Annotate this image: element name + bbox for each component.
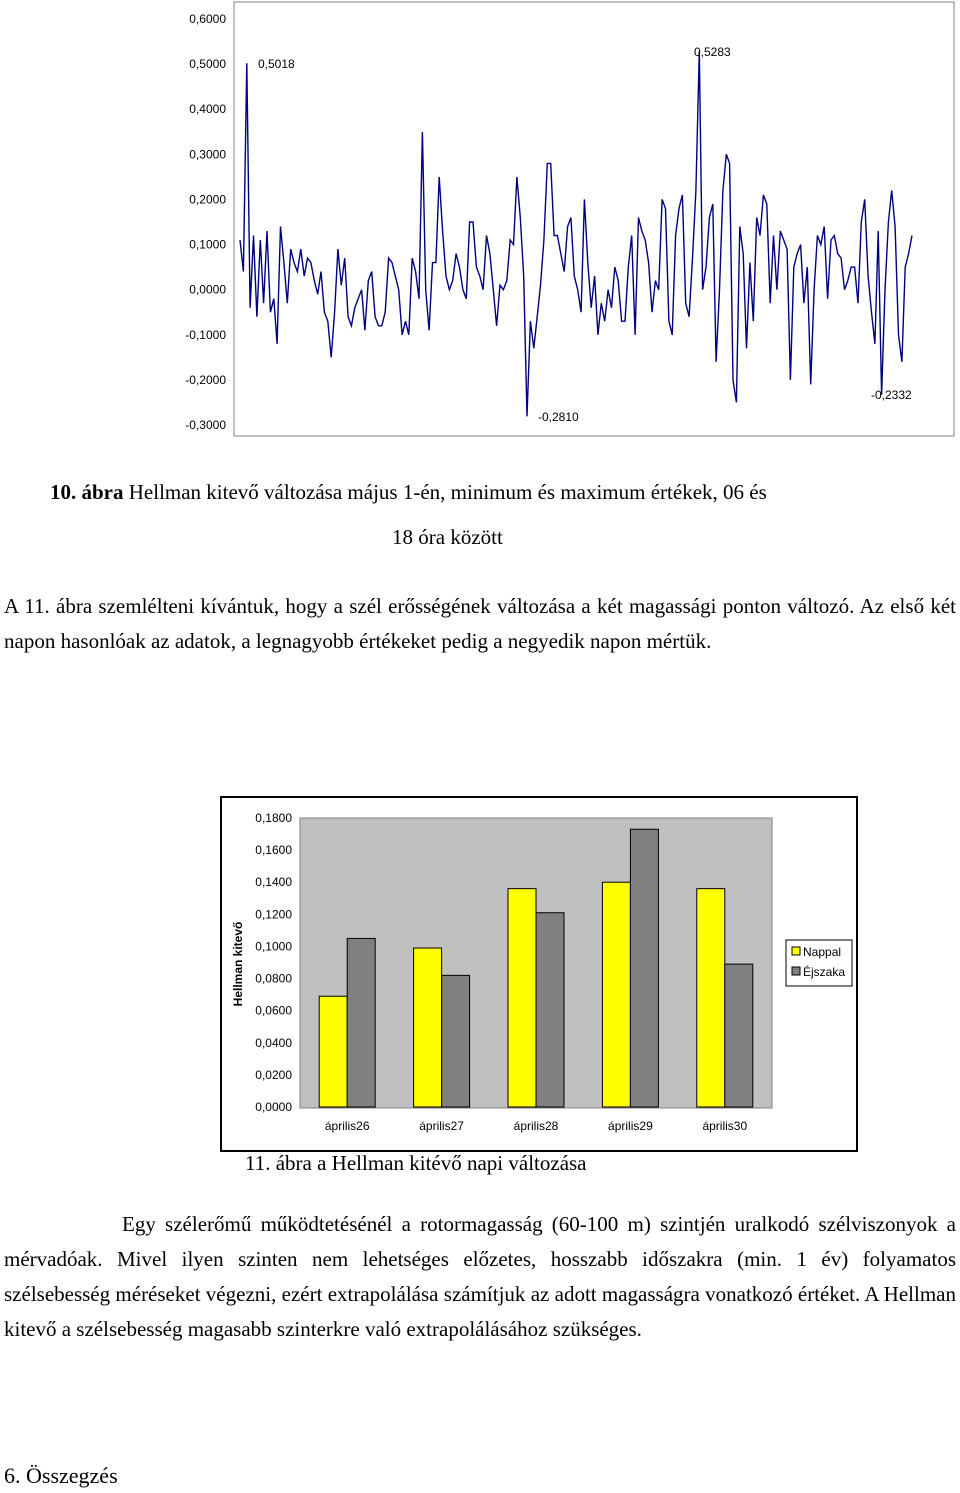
bar <box>602 882 630 1107</box>
data-label: -0,2810 <box>538 410 579 424</box>
y-axis-label: Hellman kitevő <box>231 921 245 1007</box>
y-tick-label: -0,2000 <box>185 372 226 387</box>
figure-10-caption-line2: 18 óra között <box>392 525 503 549</box>
legend <box>786 940 852 986</box>
paragraph-1-text: A 11. ábra szemlélteni kívántuk, hogy a szél erősségének változása a két magassági ponton változó. Az első két napon hasonlóak az adatok, a legnagyobb értékeket pedig a negyedik napon mértük. <box>4 594 956 653</box>
y-tick-label: 0,1200 <box>255 907 292 922</box>
y-tick-label: 0,4000 <box>189 102 226 117</box>
data-label: -0,2332 <box>871 388 912 402</box>
bar <box>347 938 375 1107</box>
plot-border <box>234 2 954 436</box>
legend-label: Éjszaka <box>803 965 846 979</box>
figure-10-label: 10. ábra <box>50 480 124 504</box>
y-tick-label: 0,1400 <box>255 875 292 890</box>
bar <box>442 975 470 1107</box>
section-heading: 6. Összegzés <box>4 1463 118 1488</box>
hellman-bar-chart <box>220 796 858 1152</box>
bar <box>414 948 442 1107</box>
x-tick-label: április30 <box>702 1119 748 1133</box>
y-tick-label: -0,1000 <box>185 327 226 342</box>
series-line <box>240 51 912 416</box>
bar <box>725 964 753 1107</box>
figure-10-caption-line1: Hellman kitevő változása május 1-én, minimum és maximum értékek, 06 és <box>123 480 767 504</box>
annotations <box>258 45 912 424</box>
y-tick-label: 0,1800 <box>255 811 292 825</box>
data-label: 0,5018 <box>258 57 295 71</box>
y-tick-label: 0,3000 <box>189 147 226 162</box>
y-tick-label: 0,0800 <box>255 971 292 986</box>
data-label: 0,5283 <box>694 45 731 59</box>
y-tick-label: 0,0200 <box>255 1067 292 1082</box>
figure-11-caption: 11. ábra a Hellman kitévő napi változása <box>245 1151 587 1175</box>
y-tick-label: 0,2000 <box>189 192 226 207</box>
y-tick-label: 0,0000 <box>189 282 226 297</box>
y-tick-label: 0,0000 <box>255 1100 292 1114</box>
paragraph-1 <box>4 589 956 659</box>
y-tick-label: 0,1000 <box>189 237 226 252</box>
hellman-line-chart <box>166 0 956 440</box>
bar <box>508 889 536 1107</box>
x-tick-label: április28 <box>513 1119 559 1133</box>
paragraph-2 <box>4 1207 956 1347</box>
x-tick-label: április26 <box>324 1119 370 1133</box>
y-tick-label: 0,5000 <box>189 57 226 72</box>
y-tick-label: 0,1600 <box>255 843 292 858</box>
x-tick-label: április29 <box>608 1119 653 1133</box>
figure-10-caption <box>50 480 767 505</box>
legend-label: Nappal <box>803 945 842 959</box>
bar <box>536 913 564 1107</box>
legend-swatch <box>792 947 800 955</box>
y-tick-label: 0,6000 <box>189 12 226 26</box>
bar <box>319 996 347 1107</box>
line-series <box>240 51 912 416</box>
bar <box>630 829 658 1107</box>
paragraph-2-text: Egy szélerőmű működtetésénél a rotormagasság (60-100 m) szintjén uralkodó szélviszonyok a mérvadóak. Mivel ilyen szinten nem lehetséges előzetes, hosszabb időszakra (min. 1 év) folyamatos szélsebesség méréseket végezni, ezért extrapolálása számítjuk az adott magasságra vonatkozó értéket. A Hellman kitevő a szélsebesség magasabb szinterkre való extrapolálásához szükséges. <box>4 1212 956 1341</box>
y-tick-label: 0,0400 <box>255 1035 292 1050</box>
y-tick-label: 0,0600 <box>255 1003 292 1018</box>
legend-swatch <box>792 967 800 975</box>
y-tick-label: 0,1000 <box>255 939 292 954</box>
bar <box>697 889 725 1107</box>
y-axis-ticks <box>185 12 226 432</box>
x-tick-label: április27 <box>419 1119 464 1133</box>
y-tick-label: -0,3000 <box>185 418 226 432</box>
